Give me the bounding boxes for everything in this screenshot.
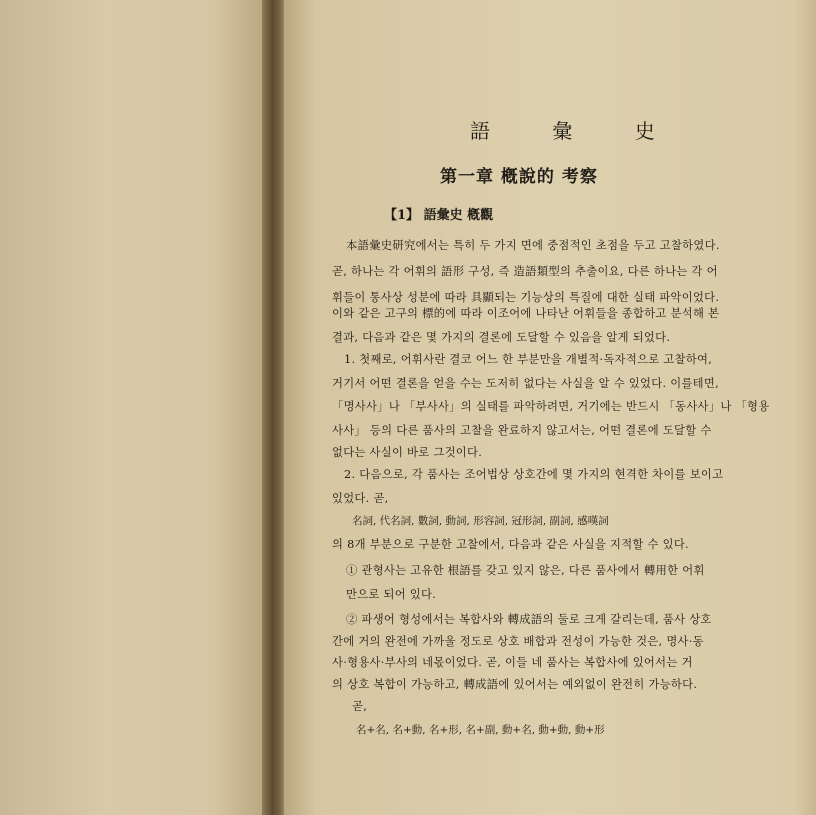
text-line: 의 상호 복합이 가능하고, 轉成語에 있어서는 예외없이 완전히 가능하다.	[332, 678, 698, 691]
text-line: 곧,	[352, 700, 368, 713]
text-line: 이와 같은 고구의 標的에 따라 이조어에 나타난 어휘들을 종합하고 분석해 본	[332, 307, 720, 320]
text-line: 사사」 등의 다른 품사의 고찰을 완료하지 않고서는, 어떤 결론에 도달할 수	[332, 424, 712, 437]
text-line: 거기서 어떤 결론을 얻을 수는 도저히 없다는 사실을 알 수 있었다. 이를테면,	[332, 377, 719, 390]
text-line: 「명사사」나 「부사사」의 실태를 파악하려면, 거기에는 반드시 「동사사」나 「형용	[332, 400, 770, 413]
text-line: 있었다. 곧,	[332, 492, 389, 505]
text-line: 없다는 사실이 바로 그것이다.	[332, 446, 483, 459]
text-line: 휘들이 통사상 성분에 따라 具顯되는 기능상의 특질에 대한 실태 파악이었다.	[332, 291, 720, 304]
text-line: 만으로 되어 있다.	[346, 588, 437, 601]
text-line: 간에 거의 완전에 가까울 정도로 상호 배합과 전성이 가능한 것은, 명사·동	[332, 635, 704, 648]
page-title: 語 彙 史	[470, 119, 683, 143]
left-page	[0, 0, 266, 815]
text-line: 사·형용사·부사의 네몫이었다. 곧, 이들 네 품사는 복합사에 있어서는 거	[332, 656, 693, 669]
text-line: 결과, 다음과 같은 몇 가지의 결론에 도달할 수 있음을 알게 되었다.	[332, 331, 671, 344]
text-line: 1. 첫째로, 어휘사란 결코 어느 한 부분만을 개별적·독자적으로 고찰하여,	[344, 353, 713, 366]
text-line: ② 파생어 형성에서는 복합사와 轉成語의 둘로 크게 갈리는데, 품사 상호	[346, 613, 712, 626]
chapter-heading: 第一章 槪說的 考察	[440, 167, 598, 187]
text-line: 2. 다음으로, 각 품사는 조어법상 상호간에 몇 가지의 현격한 차이를 보이고	[344, 468, 724, 481]
compound-pattern-list: 名+名, 名+動, 名+形, 名+副, 動+名, 動+動, 動+形	[356, 724, 605, 736]
section-heading: 【1】 語彙史 槪觀	[384, 208, 494, 223]
text-line: ① 관형사는 고유한 根語를 갖고 있지 않은, 다른 품사에서 轉用한 어휘	[346, 564, 705, 577]
text-line: 本語彙史研究에서는 특히 두 가지 면에 중점적인 초점을 두고 고찰하였다.	[346, 239, 720, 252]
text-line: 곧, 하나는 각 어휘의 語形 구성, 즉 造語類型의 추출이요, 다른 하나는 각 어	[332, 265, 718, 278]
text-line: 의 8개 부분으로 구분한 고찰에서, 다음과 같은 사실을 지적할 수 있다.	[332, 538, 689, 551]
part-of-speech-list: 名詞, 代名詞, 數詞, 動詞, 形容詞, 冠形詞, 副詞, 感嘆詞	[352, 515, 609, 527]
